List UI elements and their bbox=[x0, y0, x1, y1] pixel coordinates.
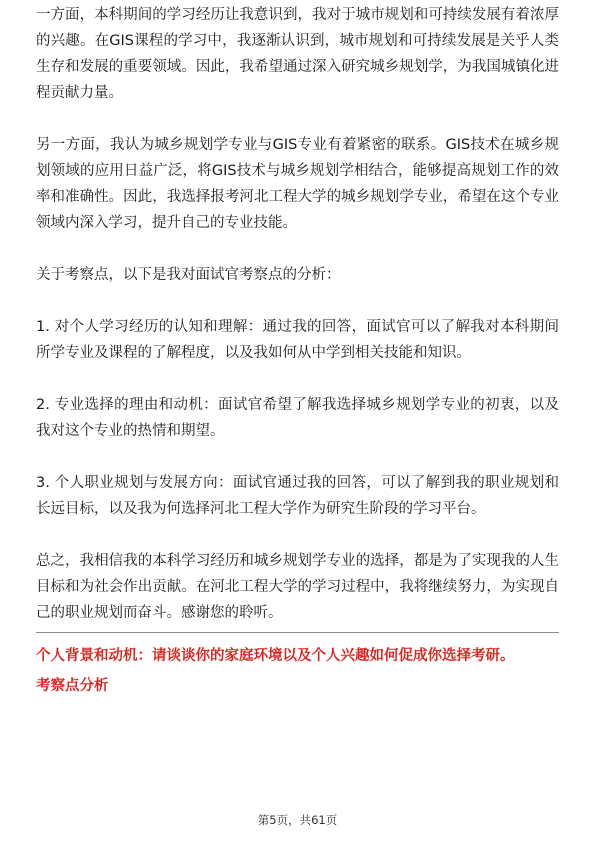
paragraph-point-2: 2. 专业选择的理由和动机：面试官希望了解我选择城乡规划学专业的初衷，以及我对这个专业的热情和期望。 bbox=[36, 397, 559, 439]
paragraph-analysis-intro: 关于考察点，以下是我对面试官考察点的分析： bbox=[36, 267, 341, 283]
paragraph-point-3: 3. 个人职业规划与发展方向：面试官通过我的回答，可以了解到我的职业规划和长远目标，以及我为何选择河北工程大学作为研究生阶段的学习平台。 bbox=[36, 475, 559, 517]
paragraph-conclusion: 总之，我相信我的本科学习经历和城乡规划学专业的选择，都是为了实现我的人生目标和为社会作出贡献。在河北工程大学的学习过程中，我将继续努力，为实现自己的职业规划而奋斗。感谢您的聆听。 bbox=[36, 553, 559, 621]
paragraph-gis-connection: 另一方面，我认为城乡规划学专业与GIS专业有着紧密的联系。GIS技术在城乡规划领域的应用日益广泛，将GIS技术与城乡规划学相结合，能够提高规划工作的效率和准确性。因此，我选择报考河北工程大学的城乡规划学专业，希望在这个专业领域内深入学习，提升自己的专业技能。 bbox=[36, 137, 559, 231]
interview-question: 个人背景和动机：请谈谈你的家庭环境以及个人兴趣如何促成你选择考研。 bbox=[36, 648, 515, 664]
paragraph-interest: 一方面，本科期间的学习经历让我意识到，我对于城市规划和可持续发展有着浓厚的兴趣。在GIS课程的学习中，我逐渐认识到，城市规划和可持续发展是关乎人类生存和发展的重要领域。因此，我希望通过深入研究城乡规划学，为我国城镇化进程贡献力量。 bbox=[36, 7, 559, 101]
section-divider bbox=[36, 632, 559, 633]
page-number: 第5页，共61页 bbox=[257, 813, 338, 827]
section-heading: 考察点分析 bbox=[36, 678, 109, 694]
paragraph-point-1: 1. 对个人学习经历的认知和理解：通过我的回答，面试官可以了解我对本科期间所学专业及课程的了解程度，以及我如何从中学到相关技能和知识。 bbox=[36, 319, 559, 361]
document-body bbox=[36, 2, 559, 699]
